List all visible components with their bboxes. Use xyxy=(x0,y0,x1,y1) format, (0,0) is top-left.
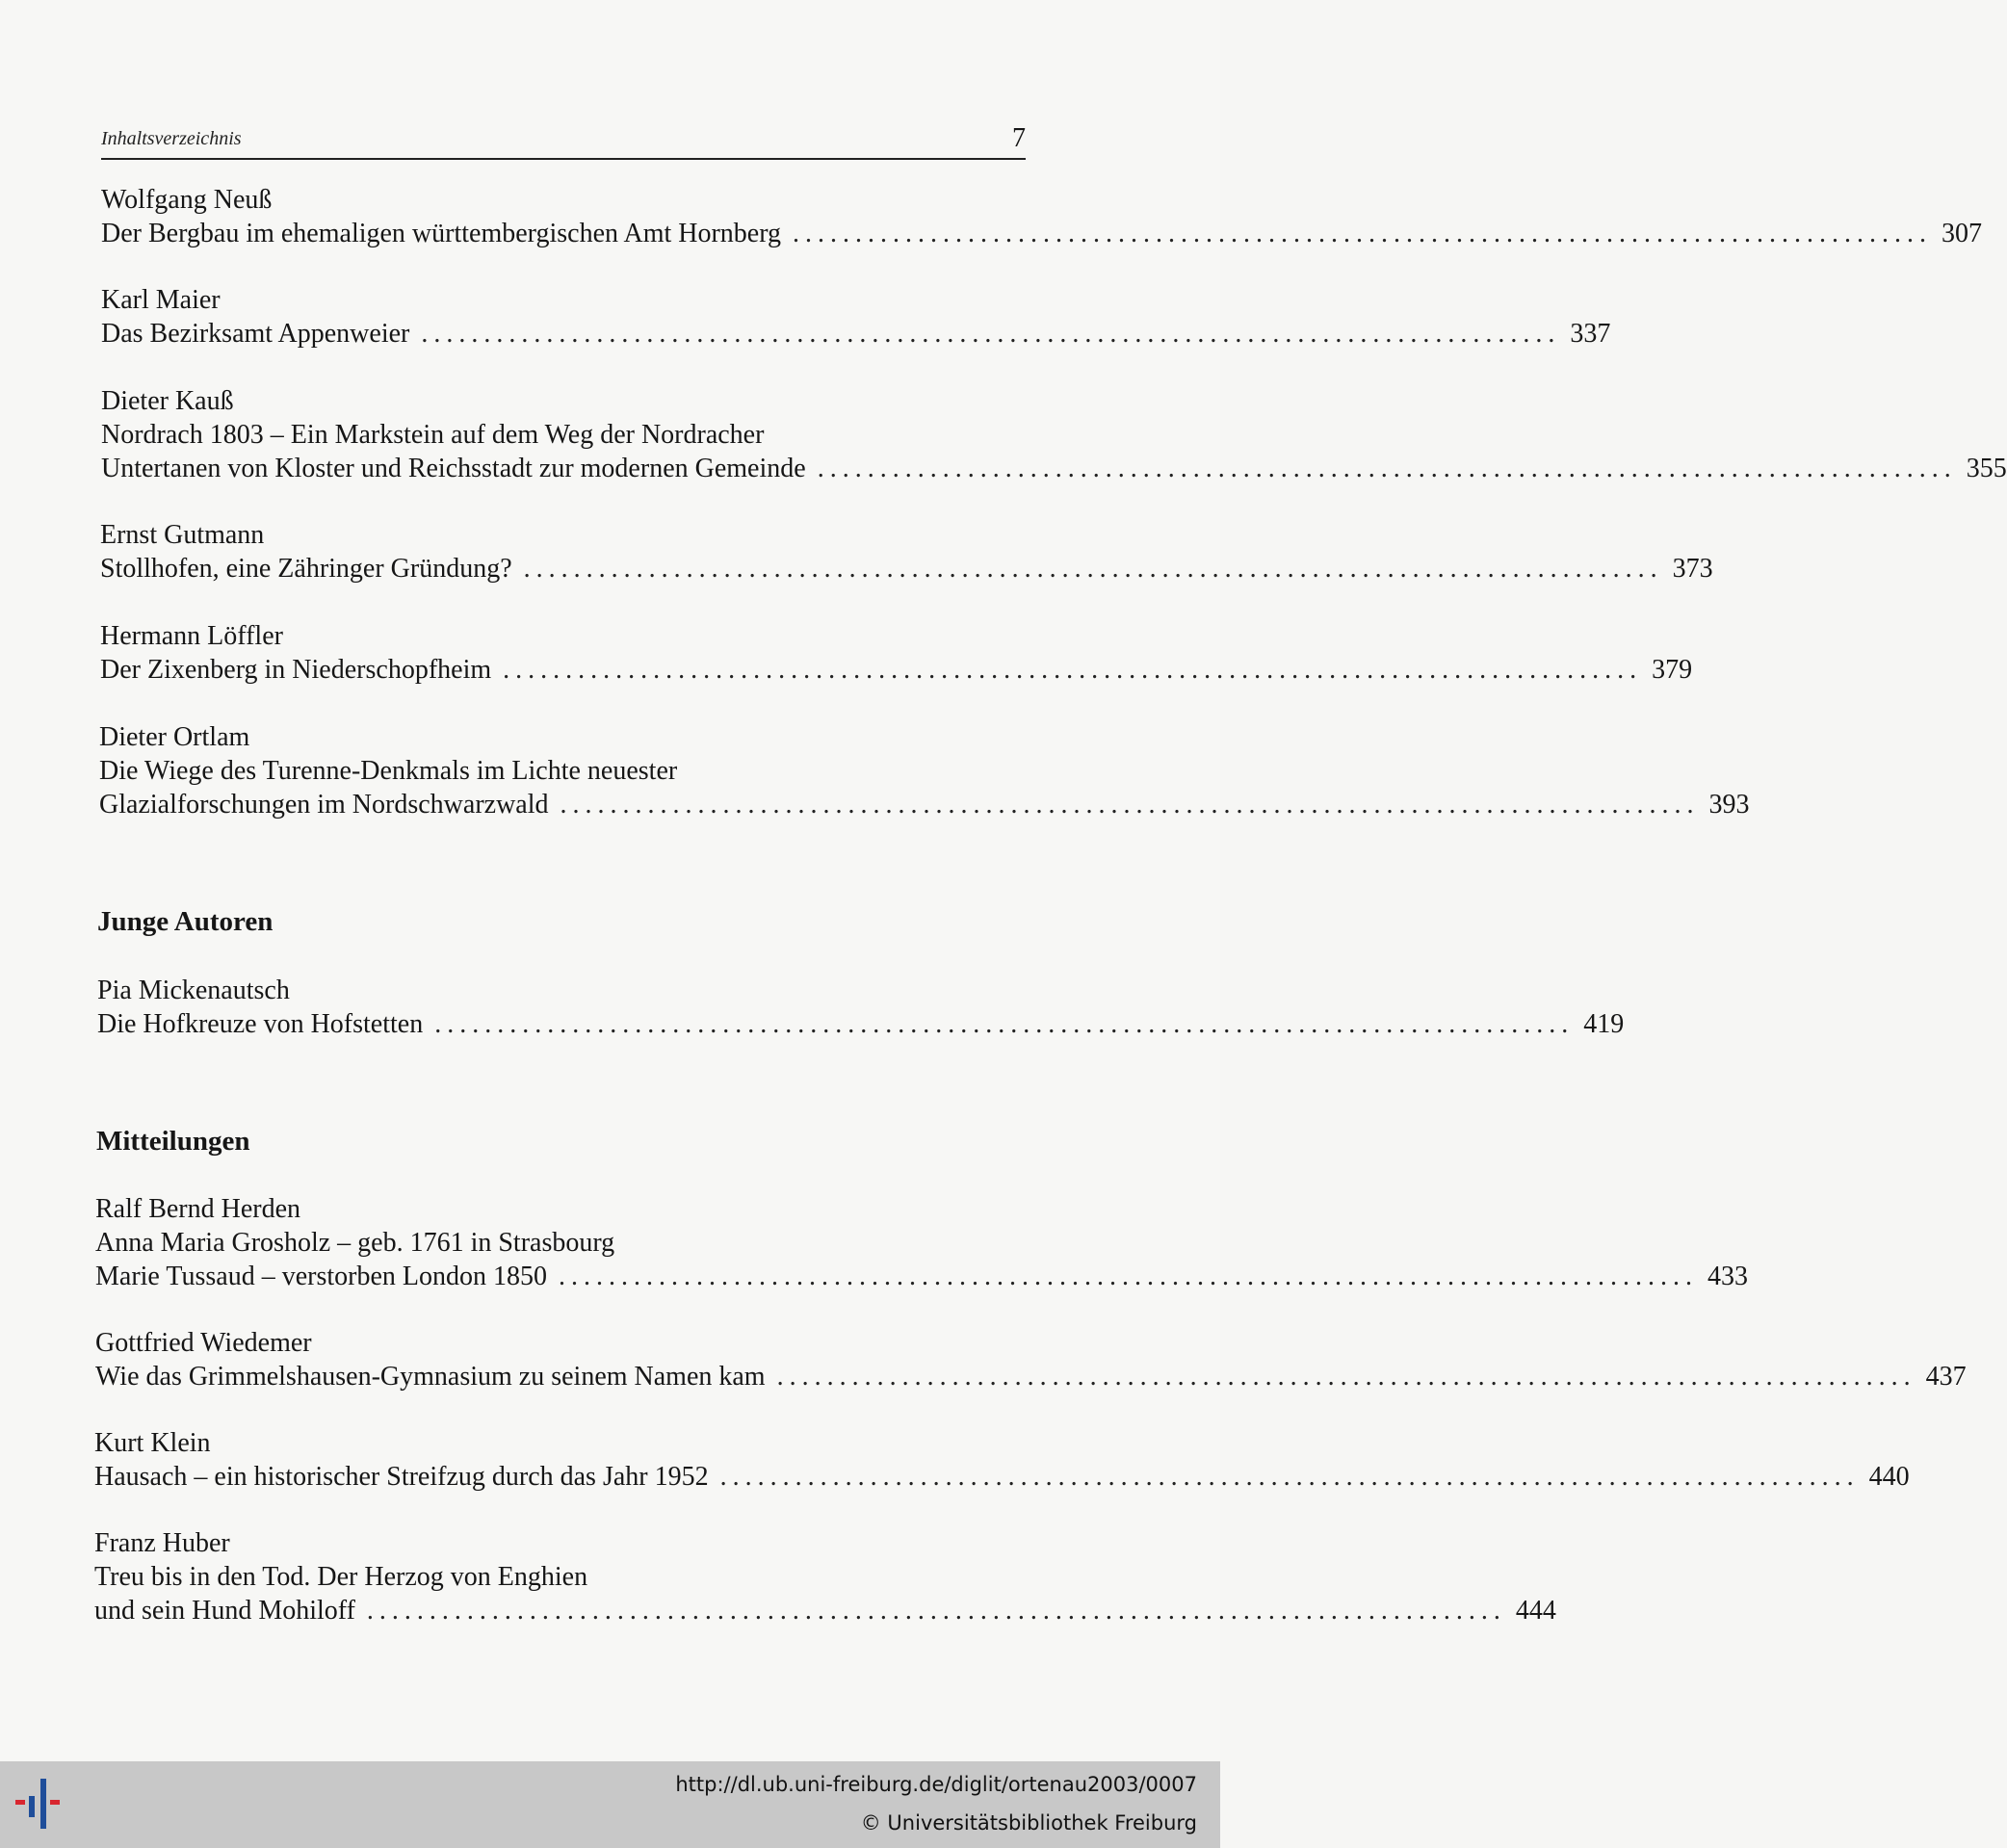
toc-entry xyxy=(95,1326,1967,1393)
section-heading-junge-autoren: Junge Autoren xyxy=(97,906,274,937)
toc-entry xyxy=(94,1426,1910,1494)
dot-leader: ........................................................................................... xyxy=(719,1462,1860,1492)
toc-entry xyxy=(101,283,1611,351)
entry-title: Treu bis in den Tod. Der Herzog von Enghien xyxy=(94,1562,588,1592)
entry-title-line xyxy=(100,552,1713,586)
entry-page-number: 393 xyxy=(1708,790,1750,820)
entry-title-line xyxy=(95,1360,1967,1393)
page-header xyxy=(101,117,1026,160)
entry-title-line xyxy=(95,1260,1748,1293)
entry-title: Der Zixenberg in Niederschopfheim xyxy=(100,655,492,685)
toc-entry xyxy=(99,720,1750,821)
entry-author: Pia Mickenautsch xyxy=(97,976,290,1005)
entry-author: Hermann Löffler xyxy=(100,621,283,651)
entry-title-line xyxy=(99,788,1750,821)
entry-title-line xyxy=(97,1007,1625,1041)
entry-title: Die Wiege des Turenne-Denkmals im Lichte neuester xyxy=(99,756,678,786)
entry-title: Wie das Grimmelshausen-Gymnasium zu seinem Namen kam xyxy=(95,1362,766,1392)
entry-title: Der Bergbau im ehemaligen württembergischen Amt Hornberg xyxy=(101,219,782,248)
toc-entry xyxy=(97,974,1625,1041)
dot-leader: ........................................................................................... xyxy=(560,790,1700,820)
entry-page-number: 379 xyxy=(1652,655,1693,685)
dot-leader: ........................................................................................... xyxy=(421,319,1561,349)
entry-title-line xyxy=(100,653,1693,687)
dot-leader: ........................................................................................... xyxy=(558,1262,1698,1291)
entry-author: Dieter Ortlam xyxy=(99,722,250,752)
entry-title: Glazialforschungen im Nordschwarzwald xyxy=(99,790,549,820)
toc-entry xyxy=(94,1526,1556,1627)
dot-leader: ........................................................................................... xyxy=(793,219,1933,248)
entry-title-line xyxy=(101,317,1611,351)
ub-freiburg-logo-icon xyxy=(15,1773,77,1835)
toc-entry xyxy=(95,1192,1748,1293)
digitization-footer xyxy=(0,1761,1220,1848)
page-number: 7 xyxy=(1012,123,1026,153)
toc-entry xyxy=(100,518,1713,586)
entry-page-number: 437 xyxy=(1925,1362,1967,1392)
dot-leader: ........................................................................................... xyxy=(523,554,1663,584)
entry-title: Untertanen von Kloster und Reichsstadt zur modernen Gemeinde xyxy=(101,454,806,483)
entry-author: Wolfgang Neuß xyxy=(101,185,273,215)
entry-page-number: 419 xyxy=(1583,1009,1625,1039)
entry-title: Nordrach 1803 – Ein Markstein auf dem Weg der Nordracher xyxy=(101,420,765,450)
dot-leader: ........................................................................................... xyxy=(776,1362,1916,1392)
entry-page-number: 433 xyxy=(1707,1262,1748,1291)
entry-title: Anna Maria Grosholz – geb. 1761 in Strasbourg xyxy=(95,1228,615,1258)
copyright-notice: © Universitätsbibliothek Freiburg xyxy=(860,1811,1197,1835)
entry-title: Hausach – ein historischer Streifzug durch das Jahr 1952 xyxy=(94,1462,709,1492)
dot-leader: ........................................................................................... xyxy=(817,454,1957,483)
entry-title: und sein Hund Mohiloff xyxy=(94,1596,355,1626)
entry-page-number: 355 xyxy=(1966,454,2007,483)
entry-page-number: 444 xyxy=(1515,1596,1556,1626)
entry-title: Marie Tussaud – verstorben London 1850 xyxy=(95,1262,547,1291)
toc-entry xyxy=(100,619,1693,687)
entry-author: Kurt Klein xyxy=(94,1428,211,1458)
toc-entry xyxy=(101,183,1983,250)
toc-entry xyxy=(101,384,2007,485)
entry-page-number: 440 xyxy=(1868,1462,1910,1492)
entry-page-number: 337 xyxy=(1570,319,1611,349)
source-url-link[interactable]: http://dl.ub.uni-freiburg.de/diglit/ortenau2003/0007 xyxy=(675,1773,1197,1796)
entry-title-line xyxy=(94,1460,1910,1494)
section-heading-mitteilungen: Mitteilungen xyxy=(96,1126,250,1157)
entry-title: Die Hofkreuze von Hofstetten xyxy=(97,1009,424,1039)
entry-title-line xyxy=(101,217,1983,250)
entry-author: Gottfried Wiedemer xyxy=(95,1328,312,1358)
entry-author: Ralf Bernd Herden xyxy=(95,1194,301,1224)
entry-title-line xyxy=(94,1594,1556,1627)
entry-page-number: 373 xyxy=(1672,554,1713,584)
entry-author: Ernst Gutmann xyxy=(100,520,265,550)
dot-leader: ........................................................................................... xyxy=(503,655,1643,685)
entry-title-line xyxy=(101,452,2007,485)
entry-title: Das Bezirksamt Appenweier xyxy=(101,319,410,349)
entry-page-number: 307 xyxy=(1942,219,1983,248)
entry-author: Franz Huber xyxy=(94,1528,230,1558)
entry-title: Stollhofen, eine Zähringer Gründung? xyxy=(100,554,512,584)
entry-author: Dieter Kauß xyxy=(101,386,234,416)
dot-leader: ........................................................................................... xyxy=(366,1596,1506,1626)
running-title: Inhaltsverzeichnis xyxy=(101,128,242,149)
entry-author: Karl Maier xyxy=(101,285,221,315)
dot-leader: ........................................................................................... xyxy=(434,1009,1575,1039)
